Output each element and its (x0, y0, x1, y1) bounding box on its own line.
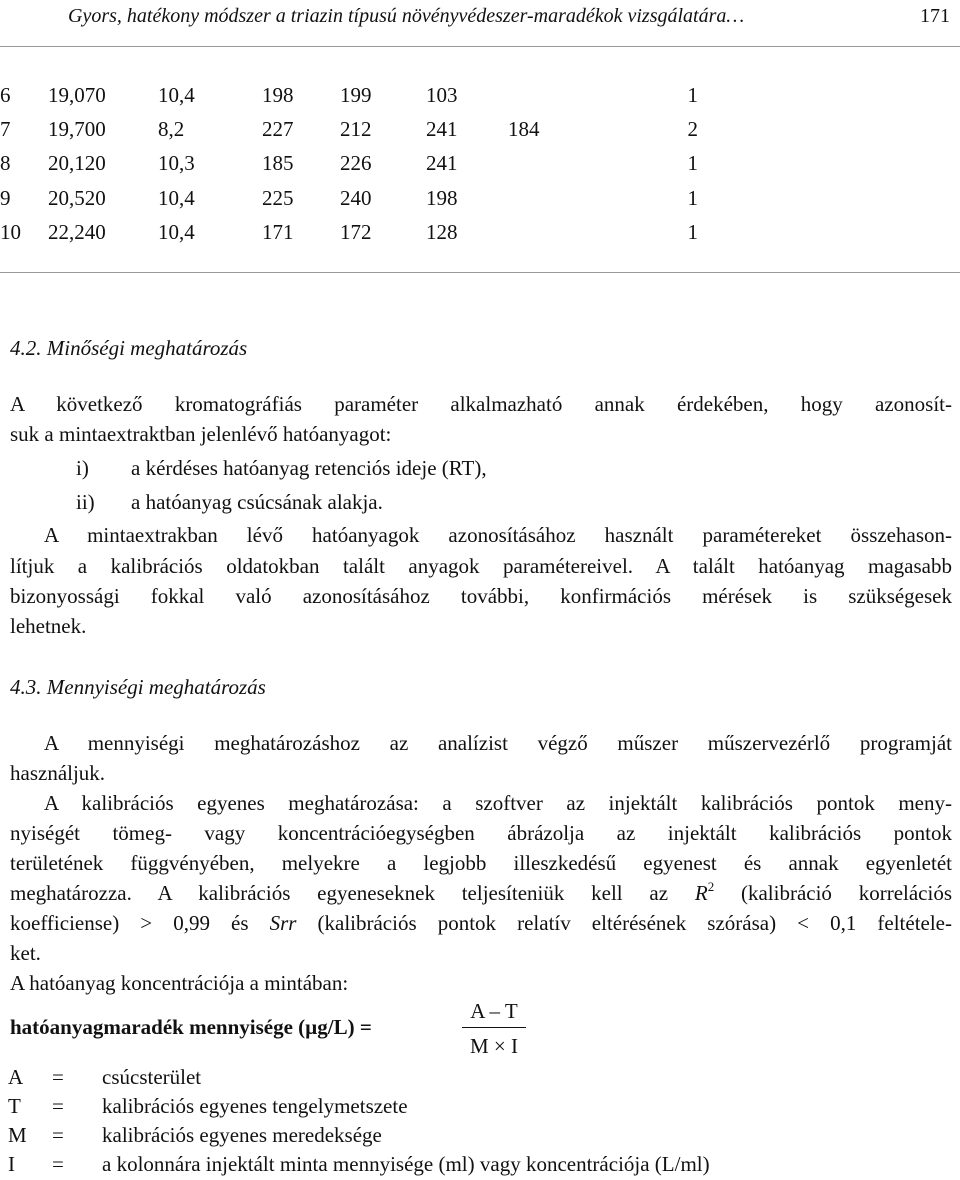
header-rule (0, 46, 960, 47)
table-cell: 10,3 (158, 151, 195, 176)
table-cell: 1 (687, 151, 698, 176)
paragraph-line: területének függvényében, melyekre a legjobb illeszkedésű egyenest és annak egyenletét (10, 851, 952, 875)
table-cell: 10,4 (158, 185, 195, 210)
table-cell: 2 (687, 117, 698, 142)
paragraph-line: használjuk. (10, 761, 106, 785)
legend-row: T = kalibrációs egyenes tengelymetszete (8, 1094, 408, 1118)
section-heading-4-3: 4.3. Mennyiségi meghatározás (10, 675, 266, 699)
table-bottom-rule (0, 272, 960, 273)
table-cell: 172 (340, 219, 372, 244)
section-heading-4-2: 4.2. Minőségi meghatározás (10, 336, 248, 360)
table-row (0, 215, 698, 249)
table-row (0, 181, 698, 215)
table-cell: 184 (508, 117, 540, 142)
table-cell: 103 (426, 83, 458, 108)
table-cell: 10 (0, 219, 21, 244)
paragraph-line: suk a mintaextraktban jelenlévő hatóanyagot: (10, 422, 392, 446)
table-cell: 8,2 (158, 117, 185, 142)
table-cell (508, 146, 608, 180)
table-cell: 241 (426, 151, 458, 176)
table-cell: 7 (0, 117, 11, 142)
table-row (0, 146, 698, 180)
paragraph-line: A hatóanyag koncentrációja a mintában: (10, 971, 349, 995)
paragraph-line: A kalibrációs egyenes meghatározása: a szoftver az injektált kalibrációs pontok meny- (44, 791, 952, 815)
running-header (68, 2, 952, 30)
table-cell: 19,070 (48, 83, 106, 108)
paragraph-line: A mintaextrakban lévő hatóanyagok azonosításához használt paramétereket összehason- (44, 523, 952, 547)
data-table (0, 78, 698, 249)
table-cell: 10,4 (158, 219, 195, 244)
table-cell: 9 (0, 185, 11, 210)
formula-label: hatóanyagmaradék mennyisége (µg/L) = (10, 1015, 372, 1039)
table-row (0, 112, 698, 146)
formula-denominator: M × I (469, 1034, 518, 1058)
table-cell: 226 (340, 151, 372, 176)
table-cell: 171 (262, 219, 294, 244)
table-cell: 1 (687, 83, 698, 108)
formula-numerator: A – T (470, 999, 518, 1023)
formula-fraction (462, 997, 526, 1060)
table-cell: 198 (262, 83, 294, 108)
paragraph-line: A mennyiségi meghatározáshoz az analízist végző műszer műszervezérlő programját (44, 731, 952, 755)
fraction-bar (462, 1027, 526, 1028)
table-cell: 20,120 (48, 151, 106, 176)
list-item-text: a hatóanyag csúcsának alakja. (131, 490, 383, 514)
header-title: Gyors, hatékony módszer a triazin típusú növényvédeszer-maradékok vizsgálatára… (68, 5, 745, 27)
table-cell (508, 215, 608, 249)
table-cell: 20,520 (48, 185, 106, 210)
table-cell: 199 (340, 83, 372, 108)
table-cell: 10,4 (158, 83, 195, 108)
table-cell: 8 (0, 151, 11, 176)
list-item-text: a kérdéses hatóanyag retenciós ideje (RT), (131, 456, 487, 480)
table-cell: 1 (687, 219, 698, 244)
paragraph-line: nyiségét tömeg- vagy koncentrációegységben ábrázolja az injektált kalibrációs pontok (10, 821, 952, 845)
table-cell: 212 (340, 117, 372, 142)
table-row (0, 78, 698, 112)
legend-row: M = kalibrációs egyenes meredeksége (8, 1123, 382, 1147)
table-cell (508, 181, 608, 215)
table-cell (508, 78, 608, 112)
paragraph-line: ket. (10, 941, 41, 965)
list-marker: i) (76, 456, 89, 480)
table-cell: 198 (426, 185, 458, 210)
paragraph-line: A következő kromatográfiás paraméter alkalmazható annak érdekében, hogy azonosít- (10, 392, 952, 416)
table-cell: 128 (426, 219, 458, 244)
page-number: 171 (920, 5, 950, 27)
table-cell: 227 (262, 117, 294, 142)
table-cell: 19,700 (48, 117, 106, 142)
table-cell: 240 (340, 185, 372, 210)
table-cell: 6 (0, 83, 11, 108)
paragraph-line: lehetnek. (10, 614, 87, 638)
table-cell: 241 (426, 117, 458, 142)
legend-row: I = a kolonnára injektált minta mennyisége (ml) vagy koncentrációja (L/ml) (8, 1152, 710, 1176)
legend-row: A = csúcsterület (8, 1065, 202, 1089)
paragraph-line: bizonyossági fokkal való azonosításához további, konfirmációs mérések is szükségesek (10, 584, 952, 608)
table-cell: 225 (262, 185, 294, 210)
table-cell: 22,240 (48, 219, 106, 244)
table-cell: 185 (262, 151, 294, 176)
paragraph-line: meghatározza. A kalibrációs egyeneseknek teljesíteniük kell az $R^2$ (kalibráció korrelációs (10, 879, 952, 905)
paragraph-line: lítjuk a kalibrációs oldatokban talált anyagok paramétereivel. A talált hatóanyag magasabb (10, 554, 952, 578)
table-cell: 1 (687, 185, 698, 210)
list-marker: ii) (76, 490, 95, 514)
paragraph-line: koefficiense) > 0,99 és Srr (kalibrációs pontok relatív eltérésének szórása) < 0,1 feltétele- (10, 911, 952, 935)
